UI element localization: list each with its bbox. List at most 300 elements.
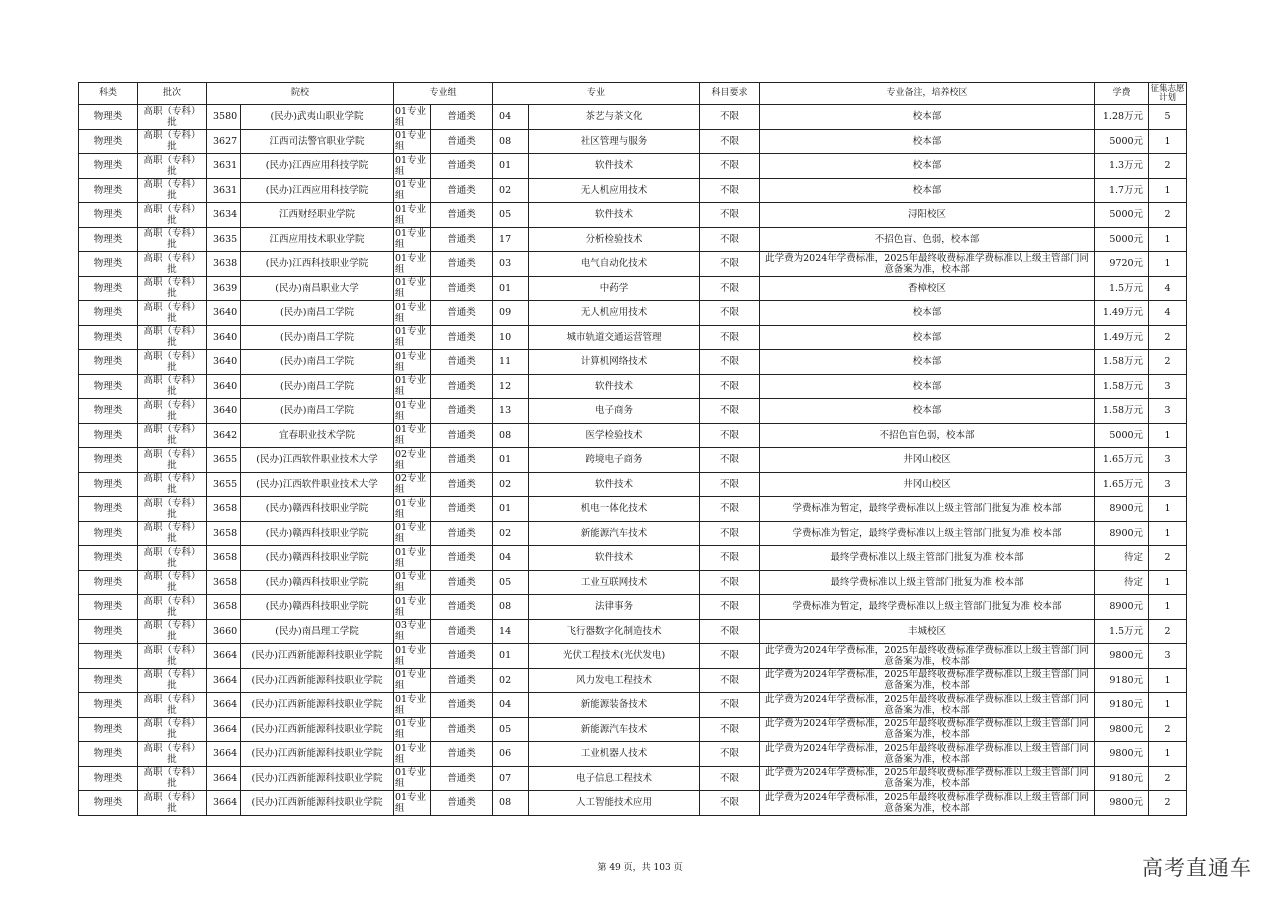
- cell-school: (民办)江西应用科技学院: [241, 178, 394, 203]
- cell-notes: 此学费为2024年学费标准，2025年最终收费标准学费标准以上级主管部门同意备案为准，校本部: [760, 644, 1095, 669]
- cell-major-code: 07: [493, 766, 529, 791]
- cell-type: 普通类: [431, 521, 493, 546]
- table-row: [79, 644, 1187, 669]
- cell-major-code: 05: [493, 570, 529, 595]
- cell-plan: 2: [1149, 766, 1187, 791]
- cell-category: 物理类: [79, 644, 138, 669]
- cell-major: 中药学: [529, 276, 700, 301]
- cell-school-code: 3664: [207, 644, 241, 669]
- cell-school: 江西财经职业学院: [241, 203, 394, 228]
- table-row: [79, 619, 1187, 644]
- cell-plan: 2: [1149, 717, 1187, 742]
- cell-group: 01专业组: [394, 374, 431, 399]
- cell-group: 01专业组: [394, 791, 431, 816]
- cell-school: (民办)赣西科技职业学院: [241, 497, 394, 522]
- cell-subject-req: 不限: [700, 472, 760, 497]
- cell-major: 软件技术: [529, 154, 700, 179]
- cell-notes: 井冈山校区: [760, 448, 1095, 473]
- cell-school: (民办)南昌理工学院: [241, 619, 394, 644]
- cell-major: 跨境电子商务: [529, 448, 700, 473]
- cell-plan: 3: [1149, 399, 1187, 424]
- cell-notes: 此学费为2024年学费标准，2025年最终收费标准学费标准以上级主管部门同意备案为准，校本部: [760, 717, 1095, 742]
- cell-category: 物理类: [79, 129, 138, 154]
- cell-notes: 此学费为2024年学费标准，2025年最终收费标准学费标准以上级主管部门同意备案为准，校本部: [760, 742, 1095, 767]
- cell-type: 普通类: [431, 644, 493, 669]
- cell-tuition: 9180元: [1095, 766, 1149, 791]
- cell-batch: 高职（专科）批: [138, 668, 207, 693]
- cell-notes: 学费标准为暂定，最终学费标准以上级主管部门批复为准 校本部: [760, 497, 1095, 522]
- cell-plan: 1: [1149, 742, 1187, 767]
- cell-tuition: 1.49万元: [1095, 301, 1149, 326]
- cell-subject-req: 不限: [700, 742, 760, 767]
- cell-subject-req: 不限: [700, 105, 760, 130]
- cell-school: (民办)江西新能源科技职业学院: [241, 742, 394, 767]
- cell-tuition: 待定: [1095, 570, 1149, 595]
- cell-tuition: 1.3万元: [1095, 154, 1149, 179]
- cell-tuition: 1.58万元: [1095, 350, 1149, 375]
- cell-group: 01专业组: [394, 546, 431, 571]
- table-row: [79, 350, 1187, 375]
- cell-subject-req: 不限: [700, 374, 760, 399]
- cell-school-code: 3664: [207, 766, 241, 791]
- cell-major-code: 01: [493, 276, 529, 301]
- table-row: [79, 668, 1187, 693]
- cell-group: 02专业组: [394, 472, 431, 497]
- cell-type: 普通类: [431, 374, 493, 399]
- cell-major-code: 04: [493, 546, 529, 571]
- cell-batch: 高职（专科）批: [138, 350, 207, 375]
- cell-plan: 3: [1149, 644, 1187, 669]
- cell-group: 01专业组: [394, 178, 431, 203]
- table-row: [79, 546, 1187, 571]
- cell-school-code: 3658: [207, 546, 241, 571]
- cell-tuition: 5000元: [1095, 227, 1149, 252]
- cell-batch: 高职（专科）批: [138, 276, 207, 301]
- cell-batch: 高职（专科）批: [138, 203, 207, 228]
- cell-type: 普通类: [431, 252, 493, 277]
- cell-type: 普通类: [431, 129, 493, 154]
- cell-school: (民办)赣西科技职业学院: [241, 570, 394, 595]
- cell-type: 普通类: [431, 766, 493, 791]
- cell-subject-req: 不限: [700, 448, 760, 473]
- cell-school-code: 3658: [207, 521, 241, 546]
- cell-group: 01专业组: [394, 742, 431, 767]
- cell-subject-req: 不限: [700, 325, 760, 350]
- cell-major: 光伏工程技术(光伏发电): [529, 644, 700, 669]
- table-row: [79, 521, 1187, 546]
- cell-school-code: 3640: [207, 301, 241, 326]
- cell-category: 物理类: [79, 570, 138, 595]
- cell-group: 01专业组: [394, 717, 431, 742]
- cell-school-code: 3655: [207, 448, 241, 473]
- cell-type: 普通类: [431, 595, 493, 620]
- cell-school: (民办)赣西科技职业学院: [241, 521, 394, 546]
- cell-category: 物理类: [79, 595, 138, 620]
- table-row: [79, 448, 1187, 473]
- cell-tuition: 8900元: [1095, 521, 1149, 546]
- cell-subject-req: 不限: [700, 350, 760, 375]
- cell-school-code: 3627: [207, 129, 241, 154]
- cell-notes: 校本部: [760, 105, 1095, 130]
- cell-batch: 高职（专科）批: [138, 595, 207, 620]
- cell-type: 普通类: [431, 325, 493, 350]
- cell-type: 普通类: [431, 276, 493, 301]
- cell-subject-req: 不限: [700, 717, 760, 742]
- cell-notes: 不招色盲色弱，校本部: [760, 423, 1095, 448]
- cell-major: 电气自动化技术: [529, 252, 700, 277]
- cell-plan: 2: [1149, 619, 1187, 644]
- table-row: [79, 595, 1187, 620]
- table-row: [79, 252, 1187, 277]
- cell-subject-req: 不限: [700, 595, 760, 620]
- cell-subject-req: 不限: [700, 301, 760, 326]
- cell-group: 01专业组: [394, 301, 431, 326]
- cell-category: 物理类: [79, 619, 138, 644]
- cell-notes: 校本部: [760, 325, 1095, 350]
- cell-category: 物理类: [79, 423, 138, 448]
- cell-category: 物理类: [79, 374, 138, 399]
- cell-major-code: 01: [493, 448, 529, 473]
- cell-plan: 1: [1149, 129, 1187, 154]
- cell-plan: 2: [1149, 325, 1187, 350]
- cell-major: 软件技术: [529, 203, 700, 228]
- cell-group: 01专业组: [394, 325, 431, 350]
- cell-notes: 此学费为2024年学费标准，2025年最终收费标准学费标准以上级主管部门同意备案为准，校本部: [760, 693, 1095, 718]
- cell-batch: 高职（专科）批: [138, 325, 207, 350]
- cell-plan: 1: [1149, 497, 1187, 522]
- cell-major: 软件技术: [529, 546, 700, 571]
- cell-school-code: 3658: [207, 570, 241, 595]
- cell-batch: 高职（专科）批: [138, 448, 207, 473]
- cell-type: 普通类: [431, 742, 493, 767]
- cell-school-code: 3664: [207, 717, 241, 742]
- cell-plan: 3: [1149, 448, 1187, 473]
- cell-group: 01专业组: [394, 154, 431, 179]
- table-row: [79, 766, 1187, 791]
- cell-school-code: 3631: [207, 154, 241, 179]
- cell-major: 新能源装备技术: [529, 693, 700, 718]
- cell-major-code: 02: [493, 668, 529, 693]
- cell-subject-req: 不限: [700, 570, 760, 595]
- cell-notes: 最终学费标准以上级主管部门批复为准 校本部: [760, 546, 1095, 571]
- cell-tuition: 9720元: [1095, 252, 1149, 277]
- header-row: [79, 83, 1187, 105]
- watermark: 高考直通车: [1142, 856, 1252, 880]
- header-school: 院校: [207, 83, 394, 105]
- cell-major: 软件技术: [529, 374, 700, 399]
- cell-major-code: 10: [493, 325, 529, 350]
- cell-major: 分析检验技术: [529, 227, 700, 252]
- cell-major: 无人机应用技术: [529, 301, 700, 326]
- cell-tuition: 1.5万元: [1095, 619, 1149, 644]
- cell-group: 01专业组: [394, 570, 431, 595]
- cell-category: 物理类: [79, 178, 138, 203]
- cell-type: 普通类: [431, 791, 493, 816]
- cell-tuition: 1.49万元: [1095, 325, 1149, 350]
- cell-group: 01专业组: [394, 423, 431, 448]
- cell-type: 普通类: [431, 693, 493, 718]
- cell-school: 江西应用技术职业学院: [241, 227, 394, 252]
- cell-major-code: 14: [493, 619, 529, 644]
- cell-school: (民办)赣西科技职业学院: [241, 595, 394, 620]
- cell-category: 物理类: [79, 154, 138, 179]
- cell-tuition: 9800元: [1095, 644, 1149, 669]
- cell-major-code: 12: [493, 374, 529, 399]
- cell-group: 01专业组: [394, 105, 431, 130]
- cell-school-code: 3660: [207, 619, 241, 644]
- cell-tuition: 1.58万元: [1095, 399, 1149, 424]
- cell-type: 普通类: [431, 619, 493, 644]
- cell-tuition: 待定: [1095, 546, 1149, 571]
- cell-school: (民办)江西软件职业技术大学: [241, 472, 394, 497]
- cell-major-code: 01: [493, 497, 529, 522]
- cell-category: 物理类: [79, 472, 138, 497]
- cell-major-code: 03: [493, 252, 529, 277]
- cell-batch: 高职（专科）批: [138, 227, 207, 252]
- cell-major-code: 02: [493, 178, 529, 203]
- cell-group: 01专业组: [394, 521, 431, 546]
- cell-notes: 井冈山校区: [760, 472, 1095, 497]
- cell-school: 江西司法警官职业学院: [241, 129, 394, 154]
- cell-school: (民办)南昌工学院: [241, 374, 394, 399]
- header-notes: 专业备注，培养校区: [760, 83, 1095, 105]
- cell-group: 01专业组: [394, 203, 431, 228]
- cell-major: 社区管理与服务: [529, 129, 700, 154]
- cell-subject-req: 不限: [700, 546, 760, 571]
- cell-major: 工业互联网技术: [529, 570, 700, 595]
- cell-major: 风力发电工程技术: [529, 668, 700, 693]
- header-batch: 批次: [138, 83, 207, 105]
- cell-major: 新能源汽车技术: [529, 717, 700, 742]
- cell-plan: 1: [1149, 227, 1187, 252]
- cell-major: 电子信息工程技术: [529, 766, 700, 791]
- cell-subject-req: 不限: [700, 693, 760, 718]
- cell-group: 02专业组: [394, 448, 431, 473]
- cell-major: 飞行器数字化制造技术: [529, 619, 700, 644]
- cell-category: 物理类: [79, 325, 138, 350]
- cell-tuition: 1.28万元: [1095, 105, 1149, 130]
- table-row: [79, 423, 1187, 448]
- cell-school: (民办)赣西科技职业学院: [241, 546, 394, 571]
- cell-school-code: 3664: [207, 742, 241, 767]
- cell-type: 普通类: [431, 472, 493, 497]
- cell-type: 普通类: [431, 423, 493, 448]
- cell-category: 物理类: [79, 521, 138, 546]
- cell-school-code: 3640: [207, 325, 241, 350]
- cell-batch: 高职（专科）批: [138, 105, 207, 130]
- cell-school-code: 3580: [207, 105, 241, 130]
- cell-type: 普通类: [431, 570, 493, 595]
- cell-major-code: 02: [493, 521, 529, 546]
- cell-school: (民办)武夷山职业学院: [241, 105, 394, 130]
- cell-school-code: 3639: [207, 276, 241, 301]
- cell-subject-req: 不限: [700, 766, 760, 791]
- cell-notes: 校本部: [760, 178, 1095, 203]
- cell-subject-req: 不限: [700, 644, 760, 669]
- cell-school: (民办)江西新能源科技职业学院: [241, 668, 394, 693]
- cell-tuition: 1.65万元: [1095, 472, 1149, 497]
- cell-batch: 高职（专科）批: [138, 154, 207, 179]
- cell-school-code: 3635: [207, 227, 241, 252]
- cell-category: 物理类: [79, 497, 138, 522]
- cell-batch: 高职（专科）批: [138, 129, 207, 154]
- cell-major: 城市轨道交通运营管理: [529, 325, 700, 350]
- cell-type: 普通类: [431, 399, 493, 424]
- header-category: 科类: [79, 83, 138, 105]
- cell-batch: 高职（专科）批: [138, 693, 207, 718]
- cell-group: 01专业组: [394, 252, 431, 277]
- cell-subject-req: 不限: [700, 668, 760, 693]
- table-row: [79, 105, 1187, 130]
- cell-school-code: 3664: [207, 791, 241, 816]
- cell-plan: 1: [1149, 595, 1187, 620]
- cell-major-code: 05: [493, 203, 529, 228]
- cell-type: 普通类: [431, 203, 493, 228]
- cell-school: (民办)南昌工学院: [241, 399, 394, 424]
- cell-major-code: 08: [493, 791, 529, 816]
- cell-type: 普通类: [431, 105, 493, 130]
- cell-category: 物理类: [79, 252, 138, 277]
- cell-major: 茶艺与茶文化: [529, 105, 700, 130]
- cell-major-code: 06: [493, 742, 529, 767]
- cell-plan: 1: [1149, 521, 1187, 546]
- cell-major-code: 01: [493, 154, 529, 179]
- cell-school-code: 3658: [207, 497, 241, 522]
- cell-major: 软件技术: [529, 472, 700, 497]
- header-group: 专业组: [394, 83, 493, 105]
- cell-school: (民办)江西新能源科技职业学院: [241, 717, 394, 742]
- cell-notes: 校本部: [760, 350, 1095, 375]
- cell-category: 物理类: [79, 717, 138, 742]
- cell-group: 01专业组: [394, 129, 431, 154]
- cell-notes: 此学费为2024年学费标准，2025年最终收费标准学费标准以上级主管部门同意备案为准，校本部: [760, 791, 1095, 816]
- cell-notes: 学费标准为暂定，最终学费标准以上级主管部门批复为准 校本部: [760, 595, 1095, 620]
- cell-notes: 香樟校区: [760, 276, 1095, 301]
- cell-batch: 高职（专科）批: [138, 178, 207, 203]
- cell-major-code: 04: [493, 105, 529, 130]
- cell-school: (民办)江西新能源科技职业学院: [241, 791, 394, 816]
- header-subject-req: 科目要求: [700, 83, 760, 105]
- cell-school-code: 3638: [207, 252, 241, 277]
- cell-subject-req: 不限: [700, 497, 760, 522]
- cell-school: (民办)江西软件职业技术大学: [241, 448, 394, 473]
- cell-batch: 高职（专科）批: [138, 570, 207, 595]
- header-major: 专业: [493, 83, 700, 105]
- cell-category: 物理类: [79, 203, 138, 228]
- cell-type: 普通类: [431, 178, 493, 203]
- cell-school-code: 3664: [207, 693, 241, 718]
- cell-group: 01专业组: [394, 276, 431, 301]
- cell-school: (民办)江西新能源科技职业学院: [241, 693, 394, 718]
- header-plan: 征集志愿计划: [1150, 83, 1185, 103]
- table-row: [79, 301, 1187, 326]
- cell-subject-req: 不限: [700, 178, 760, 203]
- cell-batch: 高职（专科）批: [138, 619, 207, 644]
- cell-type: 普通类: [431, 154, 493, 179]
- cell-subject-req: 不限: [700, 399, 760, 424]
- cell-group: 01专业组: [394, 668, 431, 693]
- cell-batch: 高职（专科）批: [138, 252, 207, 277]
- cell-school-code: 3655: [207, 472, 241, 497]
- cell-plan: 1: [1149, 178, 1187, 203]
- cell-subject-req: 不限: [700, 129, 760, 154]
- page-footer: 第 49 页，共 103 页: [597, 863, 683, 873]
- cell-plan: 2: [1149, 350, 1187, 375]
- cell-group: 01专业组: [394, 399, 431, 424]
- cell-notes: 学费标准为暂定，最终学费标准以上级主管部门批复为准 校本部: [760, 521, 1095, 546]
- cell-school: (民办)江西新能源科技职业学院: [241, 644, 394, 669]
- cell-major-code: 01: [493, 644, 529, 669]
- cell-tuition: 1.5万元: [1095, 276, 1149, 301]
- cell-major-code: 09: [493, 301, 529, 326]
- table-row: [79, 325, 1187, 350]
- cell-group: 01专业组: [394, 693, 431, 718]
- table-row: [79, 129, 1187, 154]
- cell-plan: 5: [1149, 105, 1187, 130]
- cell-major-code: 13: [493, 399, 529, 424]
- cell-school: (民办)南昌工学院: [241, 301, 394, 326]
- cell-type: 普通类: [431, 301, 493, 326]
- cell-plan: 3: [1149, 374, 1187, 399]
- cell-notes: 最终学费标准以上级主管部门批复为准 校本部: [760, 570, 1095, 595]
- table-row: [79, 276, 1187, 301]
- cell-type: 普通类: [431, 227, 493, 252]
- cell-category: 物理类: [79, 448, 138, 473]
- cell-batch: 高职（专科）批: [138, 644, 207, 669]
- cell-category: 物理类: [79, 399, 138, 424]
- table-row: [79, 497, 1187, 522]
- cell-group: 01专业组: [394, 766, 431, 791]
- cell-group: 01专业组: [394, 497, 431, 522]
- cell-notes: 校本部: [760, 154, 1095, 179]
- cell-subject-req: 不限: [700, 203, 760, 228]
- cell-major: 工业机器人技术: [529, 742, 700, 767]
- cell-category: 物理类: [79, 766, 138, 791]
- cell-plan: 1: [1149, 668, 1187, 693]
- cell-major-code: 08: [493, 423, 529, 448]
- cell-school-code: 3634: [207, 203, 241, 228]
- cell-school: (民办)南昌职业大学: [241, 276, 394, 301]
- table-row: [79, 399, 1187, 424]
- cell-subject-req: 不限: [700, 619, 760, 644]
- cell-tuition: 1.65万元: [1095, 448, 1149, 473]
- cell-batch: 高职（专科）批: [138, 546, 207, 571]
- cell-notes: 校本部: [760, 374, 1095, 399]
- cell-school-code: 3664: [207, 668, 241, 693]
- cell-tuition: 5000元: [1095, 203, 1149, 228]
- table-row: [79, 203, 1187, 228]
- cell-plan: 1: [1149, 423, 1187, 448]
- cell-subject-req: 不限: [700, 791, 760, 816]
- cell-tuition: 1.7万元: [1095, 178, 1149, 203]
- cell-major: 无人机应用技术: [529, 178, 700, 203]
- cell-school: (民办)南昌工学院: [241, 350, 394, 375]
- cell-notes: 此学费为2024年学费标准，2025年最终收费标准学费标准以上级主管部门同意备案为准，校本部: [760, 766, 1095, 791]
- cell-batch: 高职（专科）批: [138, 717, 207, 742]
- cell-major-code: 02: [493, 472, 529, 497]
- cell-tuition: 5000元: [1095, 129, 1149, 154]
- cell-type: 普通类: [431, 546, 493, 571]
- cell-type: 普通类: [431, 497, 493, 522]
- cell-school-code: 3640: [207, 374, 241, 399]
- table-row: [79, 374, 1187, 399]
- cell-notes: 此学费为2024年学费标准，2025年最终收费标准学费标准以上级主管部门同意备案为准，校本部: [760, 252, 1095, 277]
- cell-school: (民办)江西科技职业学院: [241, 252, 394, 277]
- cell-plan: 4: [1149, 301, 1187, 326]
- cell-major: 医学检验技术: [529, 423, 700, 448]
- cell-notes: 浔阳校区: [760, 203, 1095, 228]
- cell-major-code: 17: [493, 227, 529, 252]
